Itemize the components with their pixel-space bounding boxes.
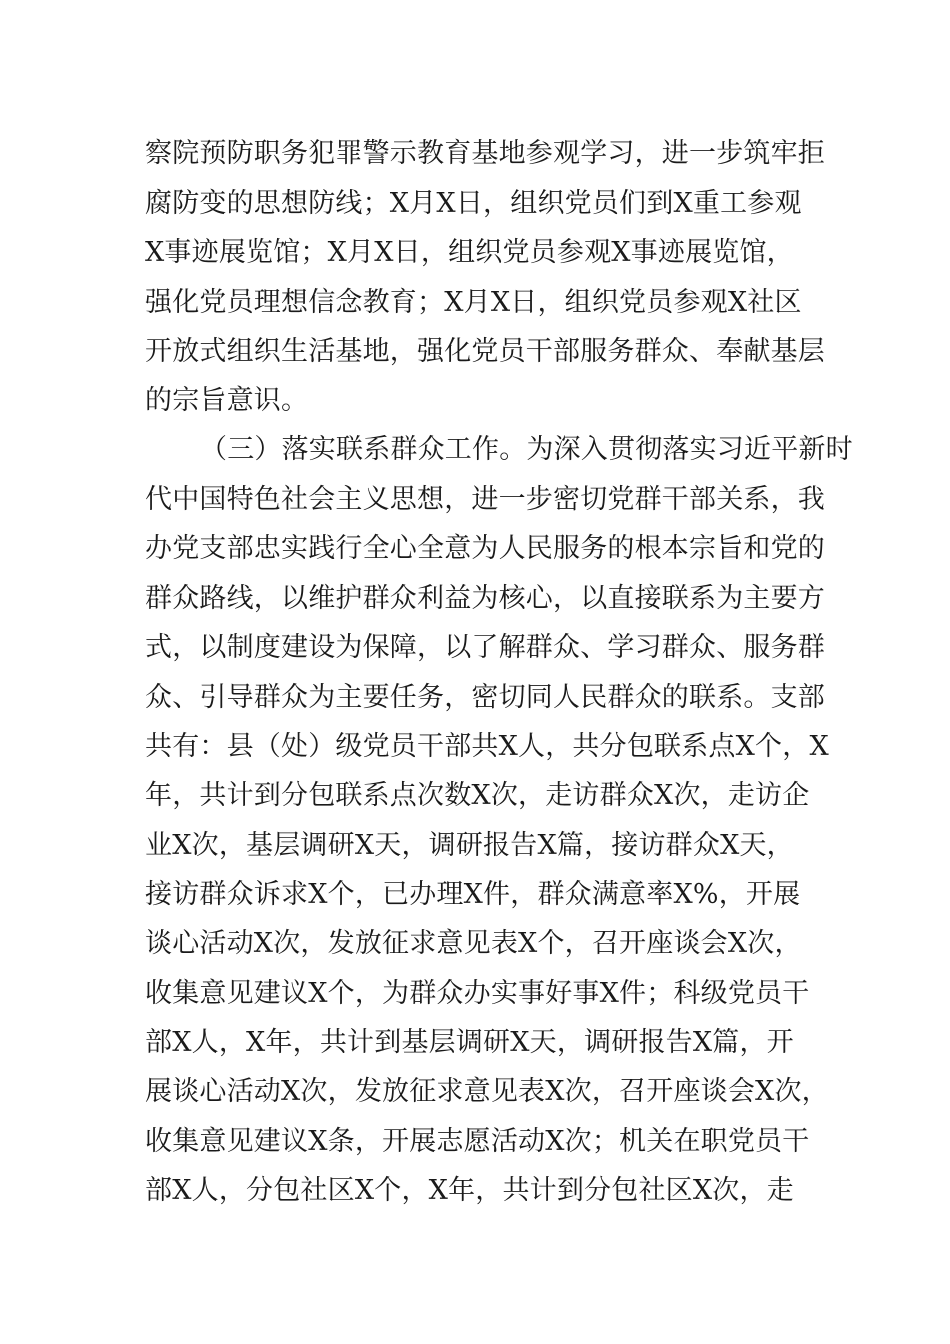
text-line: 群众路线，以维护群众利益为核心，以直接联系为主要方 [145,583,825,614]
text-line: 展谈心活动X次，发放征求意见表X次，召开座谈会X次， [145,1076,829,1107]
text-line: 谈心活动X次，发放征求意见表X个，召开座谈会X次， [145,928,802,959]
text-line: 开放式组织生活基地，强化党员干部服务群众、奉献基层 [145,336,825,367]
text-line: 收集意见建议X个，为群众办实事好事X件；科级党员干 [145,978,810,1009]
text-line: 办党支部忠实践行全心全意为人民服务的根本宗旨和党的 [145,533,825,564]
text-line: 共有：县（处）级党员干部共X人，共分包联系点X个，X [145,731,829,762]
text-line: 强化党员理想信念教育；X月X日，组织党员参观X社区 [145,287,802,318]
text-line: 业X次，基层调研X天，调研报告X篇，接访群众X天， [145,830,794,861]
section-heading-line: （三）落实联系群众工作。为深入贯彻落实习近平新时 [200,434,853,465]
text-line: 的宗旨意识。 [145,385,309,416]
text-line: 腐防变的思想防线；X月X日，组织党员们到X重工参观 [145,188,802,219]
text-line: 年，共计到分包联系点次数X次，走访群众X次，走访企 [145,780,810,811]
text-line: 代中国特色社会主义思想，进一步密切党群干部关系，我 [145,484,825,515]
text-line: 式，以制度建设为保障，以了解群众、学习群众、服务群 [145,632,825,663]
text-line: X事迹展览馆；X月X日，组织党员参观X事迹展览馆， [145,237,794,268]
text-line: 察院预防职务犯罪警示教育基地参观学习，进一步筑牢拒 [145,138,825,169]
text-line: 收集意见建议X条，开展志愿活动X次；机关在职党员干 [145,1126,810,1157]
text-line: 众、引导群众为主要任务，密切同人民群众的联系。支部 [145,682,825,713]
text-line: 部X人，分包社区X个，X年，共计到分包社区X次，走 [145,1175,794,1206]
text-line: 部X人，X年，共计到基层调研X天，调研报告X篇，开 [145,1027,794,1058]
text-line: 接访群众诉求X个，已办理X件，群众满意率X%，开展 [145,879,801,910]
